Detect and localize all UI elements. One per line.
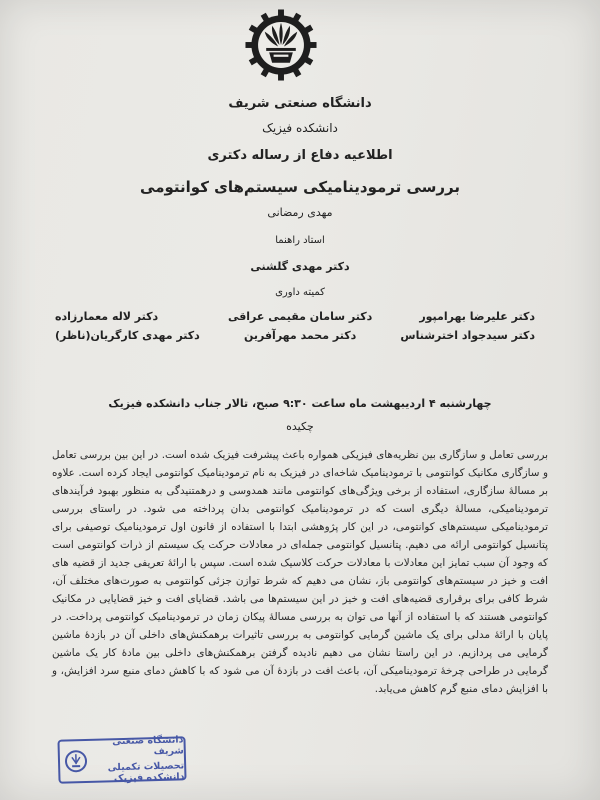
committee-member: دکتر لاله معمارزاده	[55, 310, 159, 323]
advisor-label: استاد راهنما	[275, 235, 325, 246]
faculty-name: دانشکده فیزیک	[262, 121, 338, 135]
advisor-name: دکتر مهدی گلشنی	[250, 260, 350, 273]
committee-member: دکتر سیدجواد اخترشناس	[400, 329, 535, 342]
committee-member: دکتر علیرضا بهرامپور	[419, 310, 535, 323]
sharif-university-emblem-icon	[244, 8, 318, 82]
thesis-title: بررسی ترمودینامیکی سیستم‌های کوانتومی	[140, 178, 460, 196]
university-name: دانشگاه صنعتی شریف	[228, 96, 372, 111]
committee-member: دکتر مهدی کارگریان(ناظر)	[55, 329, 200, 342]
stamp-line-department: تحصیلات تکمیلی دانشکده فیزیک	[107, 760, 185, 785]
committee-label: کمیته داوری	[275, 287, 325, 298]
committee-column-middle	[228, 310, 372, 370]
announcement-heading: اطلاعیه دفاع از رساله دکتری	[207, 148, 393, 163]
abstract-label: چکیده	[286, 420, 314, 433]
committee-list	[55, 310, 535, 370]
stamp-emblem-icon	[64, 748, 89, 775]
official-stamp	[57, 736, 186, 783]
committee-member: دکتر سامان مقیمی عراقی	[227, 310, 373, 323]
abstract-text: بررسی تعامل و سازگاری بین نظریه‌های فیزیکی همواره باعث پیشرفت فیزیک شده است. در این بین بررسی تعامل و سازگاری مکانیک کوانتومی با ترمودینامیک شاخه‌ای در فیزیک به نام ترمودینامیک کوانتومی ایجاد کرده است. علاوه بر مسالهٔ سازگاری، استفاده از برخی ویژگی‌های کوانتومی مانند همدوسی و درهمتنیدگی به منظور بهبود فرآیندهای ترمودینامیکی، مسالهٔ دیگری است که در ترمودینامیک کوانتومی بدان پرداخته می شود. در راستای بررسی ترمودینامیکی سیستم‌های کوانتومی، در این کار پژوهشی ابتدا با استفاده از قانون اول ترمودینامیک توصیفی برای پتانسیل کوانتومی ارائه می دهیم. پتانسیل کوانتومی جمله‌ای در معادلات حرکت یک سیستم از ذرات کوانتومی است که وجود آن سبب تمایز این معادلات با معادلات حرکت کلاسیک شده است. سپس با ارائهٔ تعریفی جدید از قضیه های افت و خیز در سیستم‌های کوانتومی باز، نشان می دهیم که شرط توازن جزئی کوانتومی به صورت‌های مختلف آن، شرط کافی برای برقراری قضیه‌های افت و خیز در این سیستم‌ها می باشد. قضایای افت و خیز قضایایی در مکانیک کوانتومی هستند که با استفاده از آنها می توان به بررسی مسالهٔ پیکان زمان در ترمودینامیک کوانتومی پرداخت. در پایان با ارائهٔ مدلی برای یک ماشین گرمایی کوانتومی به بررسی تاثیرات برهمکنش‌های داخلی آن در بازدهٔ ماشین گرمایی می پردازیم. در این راستا نشان می دهیم نادیده گرفتن برهمکنش‌های داخلی بین مادهٔ کار یک ماشین گرمایی در طراحی چرخهٔ ترمودینامیکی آن، باعث افت در بازدهٔ آن می شود که با کاهش دمای منبع سرد افزایش، و با افزایش دمای منبع گرم کاهش می‌یابد.	[52, 449, 548, 695]
defense-time-location: چهارشنبه ۴ اردیبهشت ماه ساعت ۹:۳۰ صبح، تالار جناب دانشکده فیزیک	[108, 397, 492, 410]
stamp-line-university: دانشگاه صنعتی شریف	[112, 734, 184, 758]
committee-column-left	[55, 310, 200, 370]
committee-member: دکتر محمد مهرآفرین	[243, 329, 357, 342]
author-name: مهدی رمضانی	[267, 206, 333, 219]
committee-column-right	[400, 310, 535, 370]
